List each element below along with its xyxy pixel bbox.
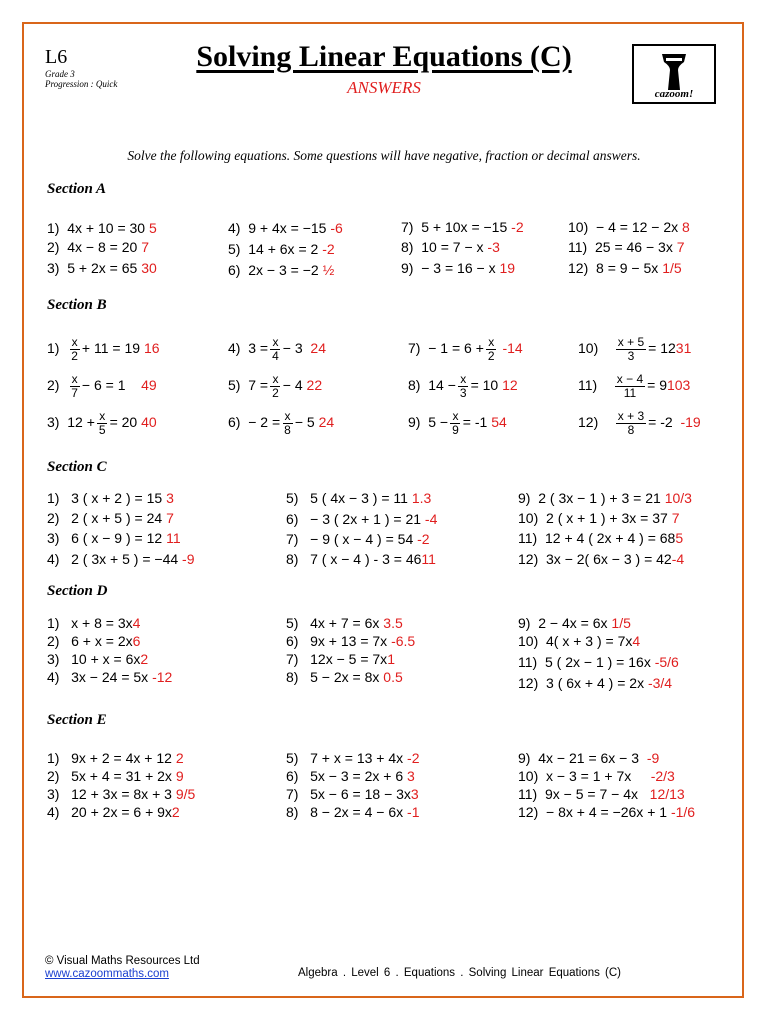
- answer: 4: [632, 633, 641, 649]
- answer: 12: [502, 377, 518, 394]
- answer: 31: [675, 340, 692, 357]
- question-b12: 12) $\frac{x + 3}{8}$ = -2 -19: [578, 409, 701, 437]
- answer: 24: [310, 340, 326, 357]
- question-c9: 9) 2 ( 3x − 1 ) + 3 = 21 10/3: [518, 490, 692, 506]
- answer: -4: [671, 551, 685, 567]
- question-b8: 8) 14 − $\frac{x}{3}$ = 10 12: [408, 372, 518, 400]
- question-e8: 8) 8 − 2x = 4 − 6x -1: [286, 804, 420, 820]
- section-b-title: Section B: [47, 297, 107, 313]
- question-d7: 7) 12x − 5 = 7x1: [286, 651, 395, 667]
- section-e-title: Section E: [47, 712, 107, 728]
- question-c7: 7) − 9 ( x − 4 ) = 54 -2: [286, 531, 430, 547]
- answer: 0.5: [383, 669, 403, 685]
- fraction: $\frac{x}{9}$: [452, 409, 459, 437]
- answer: -3: [487, 239, 500, 255]
- section-d-title: Section D: [47, 583, 108, 599]
- answer: -9: [182, 551, 195, 567]
- answer: -2: [322, 241, 335, 257]
- question-d9: 9) 2 − 4x = 6x 1/5: [518, 615, 631, 631]
- answer: 9: [175, 768, 184, 784]
- fraction: $\frac{x - 4}{11}$: [616, 372, 644, 400]
- fraction: $\frac{x}{4}$: [272, 335, 279, 363]
- instructions: Solve the following equations. Some questions will have negative, fraction or decimal answers.: [127, 148, 641, 163]
- question-c10: 10) 2 ( x + 1 ) + 3x = 37 7: [518, 510, 680, 526]
- question-a2: 2) 4x − 8 = 20 7: [47, 239, 149, 255]
- answer: 7: [671, 510, 680, 526]
- breadcrumb: Algebra . Level 6 . Equations . Solving Linear Equations (C): [298, 967, 622, 979]
- answer: 11: [421, 551, 436, 567]
- fraction: $\frac{x + 3}{8}$: [617, 409, 645, 437]
- answer: 8: [682, 219, 690, 235]
- question-a10: 10) − 4 = 12 − 2x 8: [568, 219, 690, 235]
- answer: 3.5: [383, 615, 403, 631]
- question-d1: 1) x + 8 = 3x4: [47, 615, 141, 631]
- section-a-title: Section A: [47, 181, 107, 197]
- answer: -2/3: [650, 768, 675, 784]
- answer: 11: [166, 530, 181, 546]
- grade-label: Grade 3: [45, 69, 75, 79]
- answer: 3: [407, 768, 415, 784]
- question-a5: 5) 14 + 6x = 2 -2: [228, 241, 335, 257]
- fraction: $\frac{x}{5}$: [98, 409, 106, 437]
- answer: 1/5: [611, 615, 631, 631]
- question-b7: 7) − 1 = 6 + $\frac{x}{2}$ -14: [408, 335, 523, 363]
- answer: 54: [491, 414, 507, 431]
- answer: 1: [387, 651, 395, 667]
- answer: 3: [166, 490, 174, 506]
- question-e7: 7) 5x − 6 = 18 − 3x3: [286, 786, 419, 802]
- answers-subtitle: ANSWERS: [347, 78, 421, 97]
- question-c12: 12) 3x − 2( 6x − 3 ) = 42-4: [518, 551, 685, 567]
- answer: 4: [132, 615, 141, 631]
- answer: -1/6: [670, 804, 696, 820]
- question-c2: 2) 2 ( x + 5 ) = 24 7: [47, 510, 174, 526]
- question-b9: 9) 5 − $\frac{x}{9}$ = -1 54: [408, 409, 507, 437]
- question-c3: 3) 6 ( x − 9 ) = 12 11: [47, 530, 181, 546]
- question-a1: 1) 4x + 10 = 30 5: [47, 220, 157, 236]
- question-e12: 12) − 8x + 4 = −26x + 1 -1/6: [518, 804, 696, 820]
- answer: -4: [424, 511, 438, 527]
- fraction: $\frac{x}{2}$: [272, 372, 279, 400]
- answer: 2: [140, 651, 149, 667]
- answer: 5: [675, 530, 684, 546]
- fraction: $\frac{x}{2}$: [71, 335, 78, 363]
- answer: 40: [141, 414, 157, 431]
- question-a6: 6) 2x − 3 = −2 ½: [228, 262, 335, 278]
- question-c1: 1) 3 ( x + 2 ) = 15 3: [47, 490, 174, 506]
- answer: -3/4: [647, 675, 673, 691]
- question-c6: 6) − 3 ( 2x + 1 ) = 21 -4: [286, 511, 438, 527]
- answer: 22: [306, 377, 323, 394]
- answer: ½: [322, 262, 335, 278]
- question-b1: 1) $\frac{x}{2}$ + 11 = 19 16: [47, 335, 160, 363]
- answer: 49: [141, 377, 157, 394]
- question-a3: 3) 5 + 2x = 65 30: [47, 260, 157, 276]
- question-b4: 4) 3 = $\frac{x}{4}$ − 3 24: [228, 335, 326, 363]
- website-link[interactable]: www.cazoommaths.com: [45, 968, 169, 980]
- cazoom-logo: [632, 44, 716, 104]
- question-c8: 8) 7 ( x − 4 ) - 3 = 4611: [286, 551, 436, 567]
- level-code: L6: [45, 46, 68, 68]
- answer: -14: [502, 340, 523, 357]
- question-d3: 3) 10 + x = 6x2: [47, 651, 149, 667]
- question-a7: 7) 5 + 10x = −15 -2: [401, 219, 524, 235]
- fraction: $\frac{x}{3}$: [459, 372, 467, 400]
- question-b5: 5) 7 = $\frac{x}{2}$ − 4 22: [228, 372, 323, 400]
- answer: 3: [410, 786, 419, 802]
- answer: 24: [318, 414, 335, 431]
- question-c5: 5) 5 ( 4x − 3 ) = 11 1.3: [286, 490, 432, 506]
- fraction: $\frac{x}{2}$: [487, 335, 495, 363]
- answer: 30: [141, 260, 157, 276]
- question-a4: 4) 9 + 4x = −15 -6: [228, 220, 343, 236]
- answer: 16: [143, 340, 160, 357]
- question-e2: 2) 5x + 4 = 31 + 2x 9: [47, 768, 184, 784]
- page-title: Solving Linear Equations (C): [196, 40, 572, 73]
- question-d4: 4) 3x − 24 = 5x -12: [47, 669, 173, 685]
- question-b6: 6) − 2 = $\frac{x}{8}$ − 5 24: [228, 409, 335, 437]
- answer: 2: [175, 750, 184, 766]
- progression-label: Progression : Quick: [45, 79, 118, 89]
- question-b3: 3) 12 + $\frac{x}{5}$ = 20 40: [47, 409, 157, 437]
- logo-text: cazoom!: [654, 88, 694, 100]
- question-d10: 10) 4( x + 3 ) = 7x4: [518, 633, 641, 649]
- answer: 9/5: [175, 786, 196, 802]
- question-e1: 1) 9x + 2 = 4x + 12 2: [47, 750, 184, 766]
- question-a11: 11) 25 = 46 − 3x 7: [568, 239, 685, 255]
- answer: 7: [141, 239, 149, 255]
- answer: 103: [666, 377, 691, 394]
- answer: 10/3: [664, 490, 692, 506]
- question-b2: 2) $\frac{x}{7}$ − 6 = 1 49: [47, 372, 157, 400]
- copyright: © Visual Maths Resources Ltd: [45, 955, 200, 967]
- answer: -2: [511, 219, 524, 235]
- answer: -19: [680, 414, 701, 431]
- answer: 1/5: [662, 260, 682, 276]
- answer: 7: [166, 510, 174, 526]
- fraction: $\frac{x + 5}{3}$: [617, 335, 645, 363]
- question-d6: 6) 9x + 13 = 7x -6.5: [286, 633, 416, 649]
- question-a12: 12) 8 = 9 − 5x 1/5: [568, 260, 682, 276]
- answer: -5/6: [654, 654, 679, 670]
- answer: -12: [152, 669, 173, 685]
- question-b11: 11) $\frac{x - 4}{11}$ = 9103: [578, 372, 691, 400]
- question-d2: 2) 6 + x = 2x6: [47, 633, 141, 649]
- question-d12: 12) 3 ( 6x + 4 ) = 2x -3/4: [518, 675, 673, 691]
- question-e9: 9) 4x − 21 = 6x − 3 -9: [518, 750, 660, 766]
- question-d8: 8) 5 − 2x = 8x 0.5: [286, 669, 403, 685]
- answer: -2: [407, 750, 420, 766]
- answer: -6: [330, 220, 343, 236]
- question-c4: 4) 2 ( 3x + 5 ) = −44 -9: [47, 551, 195, 567]
- answer: 5: [148, 220, 157, 236]
- answer: 1.3: [411, 490, 432, 506]
- question-b10: 10) $\frac{x + 5}{3}$ = 1231: [578, 335, 692, 363]
- answer: 6: [132, 633, 141, 649]
- answer: -9: [646, 750, 660, 766]
- answer: 19: [499, 260, 516, 276]
- question-a9: 9) − 3 = 16 − x 19: [401, 260, 516, 276]
- fraction: $\frac{x}{7}$: [71, 372, 78, 400]
- question-e4: 4) 20 + 2x = 6 + 9x2: [47, 804, 180, 820]
- section-c-title: Section C: [47, 459, 107, 475]
- question-e3: 3) 12 + 3x = 8x + 3 9/5: [47, 786, 196, 802]
- answer: -6.5: [391, 633, 416, 649]
- question-e10: 10) x − 3 = 1 + 7x -2/3: [518, 768, 675, 784]
- answer: 2: [171, 804, 180, 820]
- fraction: $\frac{x}{8}$: [284, 409, 291, 437]
- question-c11: 11) 12 + 4 ( 2x + 4 ) = 685: [518, 530, 684, 546]
- question-d5: 5) 4x + 7 = 6x 3.5: [286, 615, 403, 631]
- answer: -2: [417, 531, 430, 547]
- question-e11: 11) 9x − 5 = 7 − 4x 12/13: [518, 786, 685, 802]
- question-d11: 11) 5 ( 2x − 1 ) = 16x -5/6: [518, 654, 679, 670]
- answer: -1: [407, 804, 420, 820]
- question-e5: 5) 7 + x = 13 + 4x -2: [286, 750, 420, 766]
- question-a8: 8) 10 = 7 − x -3: [401, 239, 500, 255]
- answer: 12/13: [649, 786, 685, 802]
- question-e6: 6) 5x − 3 = 2x + 6 3: [286, 768, 415, 784]
- answer: 7: [676, 239, 685, 255]
